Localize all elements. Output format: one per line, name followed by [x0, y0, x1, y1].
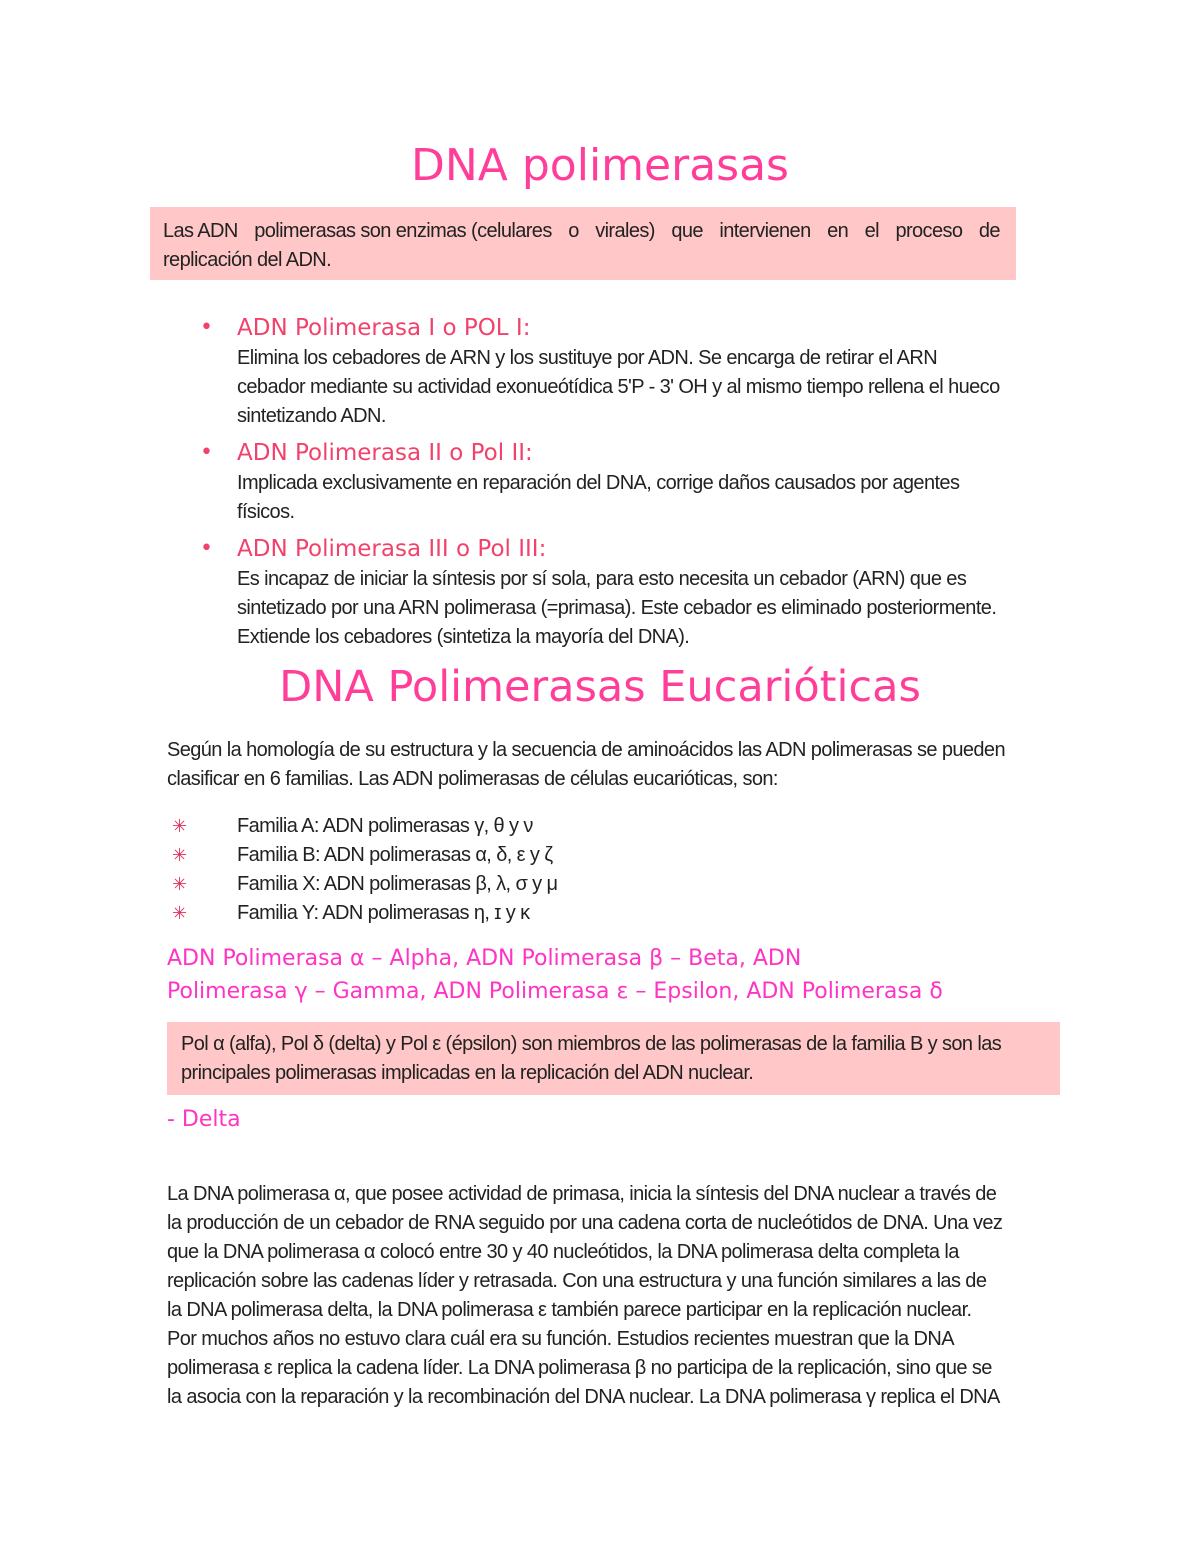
polimerasa-item-3	[200, 533, 1100, 652]
paragraph-line: polimerasa ε replica la cadena líder. La DNA polimerasa β no participa de la replicación, sino que se	[167, 1357, 992, 1379]
section-title-eucarioticas: DNA Polimerasas Eucarióticas	[279, 662, 921, 712]
paragraph-line: la producción de un cebador de RNA seguido por una cadena corta de nucleótidos de DNA. Una vez	[167, 1212, 1003, 1234]
polimerasa-description	[237, 469, 1037, 527]
familia-text: Familia X: ADN polimerasas β, λ, σ y μ	[237, 873, 558, 895]
familia-item	[172, 812, 557, 841]
intro-line-1	[163, 217, 1000, 246]
polimerasa-description	[237, 565, 1037, 652]
paragraph-line: la DNA polimerasa delta, la DNA polimerasa ε también parece participar en la replicación nuclear.	[167, 1299, 972, 1321]
bullet-dot-icon: •	[200, 440, 213, 465]
paragraph-line: clasificar en 6 familias. Las ADN polimerasas de células eucarióticas, son:	[167, 768, 778, 790]
familia-item	[172, 870, 557, 899]
description-line: sintetizado por una ARN polimerasa (=primasa). Este cebador es eliminado posteriormente.	[237, 597, 997, 619]
polimerasa-title: ADN Polimerasa II o Pol II:	[237, 440, 533, 466]
familia-text: Familia A: ADN polimerasas γ, θ y ν	[237, 815, 533, 837]
subheading-line: ADN Polimerasa α – Alpha, ADN Polimerasa β – Beta, ADN	[167, 946, 802, 971]
familia-text: Familia B: ADN polimerasas α, δ, ε y ζ	[237, 844, 553, 866]
description-line: Extiende los cebadores (sintetiza la mayoría del DNA).	[237, 626, 690, 648]
intro-word: de	[978, 220, 1000, 242]
intro-word: que	[671, 220, 703, 242]
description-line: Es incapaz de iniciar la síntesis por sí sola, para esto necesita un cebador (ARN) que es	[237, 568, 967, 590]
description-line: cebador mediante su actividad exonueótídica 5'P - 3' OH y al mismo tiempo rellena el hueco	[237, 376, 1000, 398]
asterisk-bullet-icon: ✳	[172, 903, 187, 924]
paragraph-line: Por muchos años no estuvo clara cuál era su función. Estudios recientes muestran que la DNA	[167, 1328, 954, 1350]
familia-item	[172, 899, 557, 928]
intro-word: polimerasas son enzimas (celulares	[254, 220, 552, 242]
polimerasa-title: ADN Polimerasa III o Pol III:	[237, 536, 547, 562]
paragraph-line: la asocia con la reparación y la recombinación del DNA nuclear. La DNA polimerasa γ replica el DNA	[167, 1386, 1000, 1408]
intro-word: o	[568, 220, 579, 242]
polimerasa-item-2	[200, 437, 1100, 527]
paragraph-line: Según la homología de su estructura y la secuencia de aminoácidos las ADN polimerasas se pueden	[167, 739, 1005, 761]
intro-word: Las ADN	[163, 220, 238, 242]
highlight-line: Pol α (alfa), Pol δ (delta) y Pol ε (épsilon) son miembros de las polimerasas de la familia B y son las	[181, 1033, 1002, 1055]
description-line: Elimina los cebadores de ARN y los sustituye por ADN. Se encarga de retirar el ARN	[237, 347, 938, 369]
polimerasa-title: ADN Polimerasa I o POL I:	[237, 315, 531, 341]
alpha-delta-paragraph	[167, 1180, 1002, 1412]
polimerasa-item-1	[200, 312, 1100, 431]
highlight-line: principales polimerasas implicadas en la replicación del ADN nuclear.	[181, 1062, 754, 1084]
description-line: físicos.	[237, 501, 295, 523]
paragraph-line: replicación sobre las cadenas líder y retrasada. Con una estructura y una función similares a las de	[167, 1270, 987, 1292]
polimerasa-description	[237, 344, 1037, 431]
familia-list	[172, 812, 557, 928]
familia-text: Familia Y: ADN polimerasas η, ɪ y κ	[237, 902, 530, 924]
bullet-dot-icon: •	[200, 536, 213, 561]
paragraph-line: La DNA polimerasa α, que posee actividad de primasa, inicia la síntesis del DNA nuclear a través de	[167, 1183, 997, 1205]
intro-word: el	[864, 220, 879, 242]
intro-word: en	[827, 220, 849, 242]
page-title: DNA polimerasas	[411, 140, 789, 191]
familia-item	[172, 841, 557, 870]
subheading-line: Polimerasa γ – Gamma, ADN Polimerasa ε – Epsilon, ADN Polimerasa δ	[167, 979, 943, 1004]
paragraph-line: que la DNA polimerasa α colocó entre 30 y 40 nucleótidos, la DNA polimerasa delta completa la	[167, 1241, 959, 1263]
polimerasa-list	[200, 312, 1100, 658]
intro-word: virales)	[595, 220, 655, 242]
intro-highlight-box	[150, 207, 1016, 280]
bullet-dot-icon: •	[200, 315, 213, 340]
asterisk-bullet-icon: ✳	[172, 874, 187, 895]
familia-b-highlight-box	[167, 1022, 1060, 1095]
intro-line-2: replicación del ADN.	[163, 249, 332, 271]
delta-heading: - Delta	[167, 1107, 241, 1132]
description-line: Implicada exclusivamente en reparación del DNA, corrige daños causados por agentes	[237, 472, 960, 494]
asterisk-bullet-icon: ✳	[172, 845, 187, 866]
intro-word: intervienen	[719, 220, 811, 242]
intro-word: proceso	[895, 220, 963, 242]
asterisk-bullet-icon: ✳	[172, 816, 187, 837]
homologia-paragraph	[167, 736, 1005, 794]
description-line: sintetizando ADN.	[237, 405, 386, 427]
polimerasas-subheading	[167, 942, 943, 1008]
